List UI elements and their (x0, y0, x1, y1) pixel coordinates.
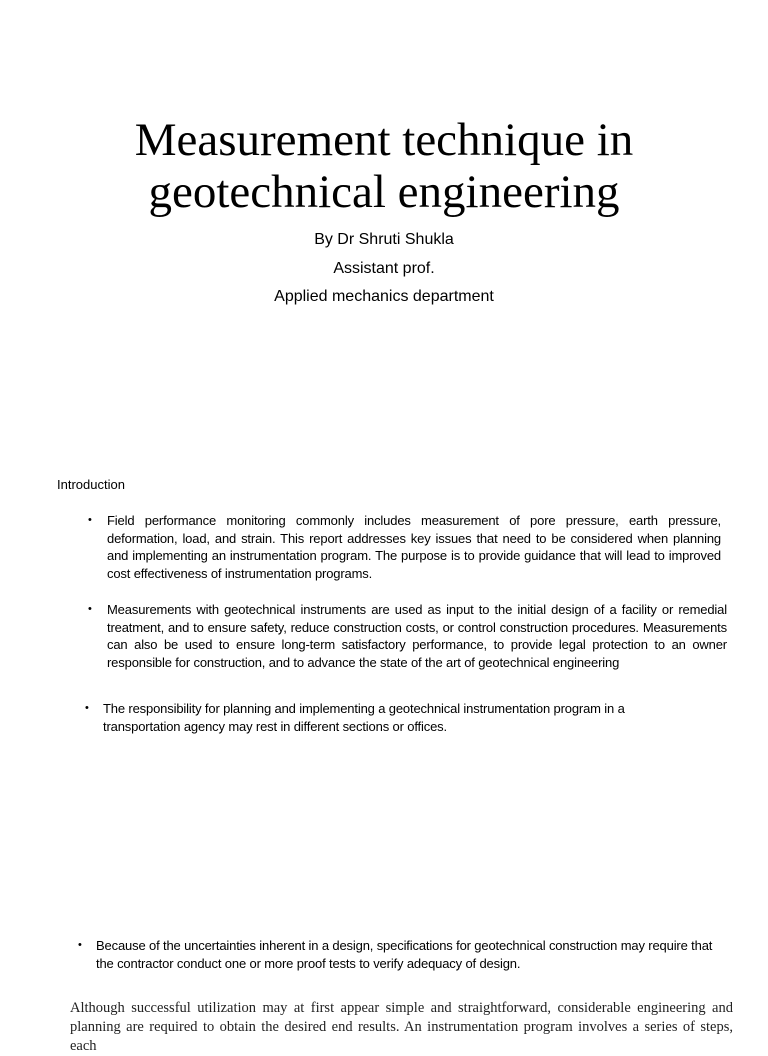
document-title (0, 114, 768, 218)
body-paragraph: Although successful utilization may at first appear simple and straightforward, considerable engineering and planning are required to obtain the desired end results. An instrumentation program involves a series of steps, each (70, 1000, 733, 1054)
title-line-2: geotechnical engineering (148, 166, 620, 218)
bullet-text: Measurements with geotechnical instruments are used as input to the initial design of a facility or remedial treatment, and to ensure safety, reduce construction costs, or control construction procedures. Measurements can also be used to ensure long-term satisfactory performance, to provide legal protection to an owner responsible for construction, and to advance the state of the art of geotechnical engineering (107, 602, 727, 670)
title-line-1: Measurement technique in (134, 114, 634, 166)
department-line: Applied mechanics department (274, 288, 494, 305)
position-line: Assistant prof. (333, 260, 435, 277)
bullet-dot: • (78, 939, 82, 951)
bullet-dot: • (88, 514, 92, 526)
bullet-text: Because of the uncertainties inherent in a design, specifications for geotechnical construction may require that the contractor conduct one or more proof tests to verify adequacy of design. (96, 938, 713, 971)
bullet-dot: • (85, 702, 89, 714)
bullet-item (88, 601, 727, 671)
bullet-item (85, 700, 665, 735)
section-heading: Introduction (57, 477, 125, 492)
bullet-dot: • (88, 603, 92, 615)
bullet-text: The responsibility for planning and implementing a geotechnical instrumentation program in a transportation agency may rest in different sections or offices. (103, 701, 625, 734)
bullet-text: Field performance monitoring commonly includes measurement of pore pressure, earth pressure, deformation, load, and strain. This report addresses key issues that need to be considered when planning and implementing an instrumentation program. The purpose is to provide guidance that will lead to improved cost effectiveness of instrumentation programs. (107, 513, 721, 581)
bullet-item (88, 512, 721, 582)
author-line: By Dr Shruti Shukla (314, 231, 454, 248)
bullet-item (78, 937, 728, 972)
